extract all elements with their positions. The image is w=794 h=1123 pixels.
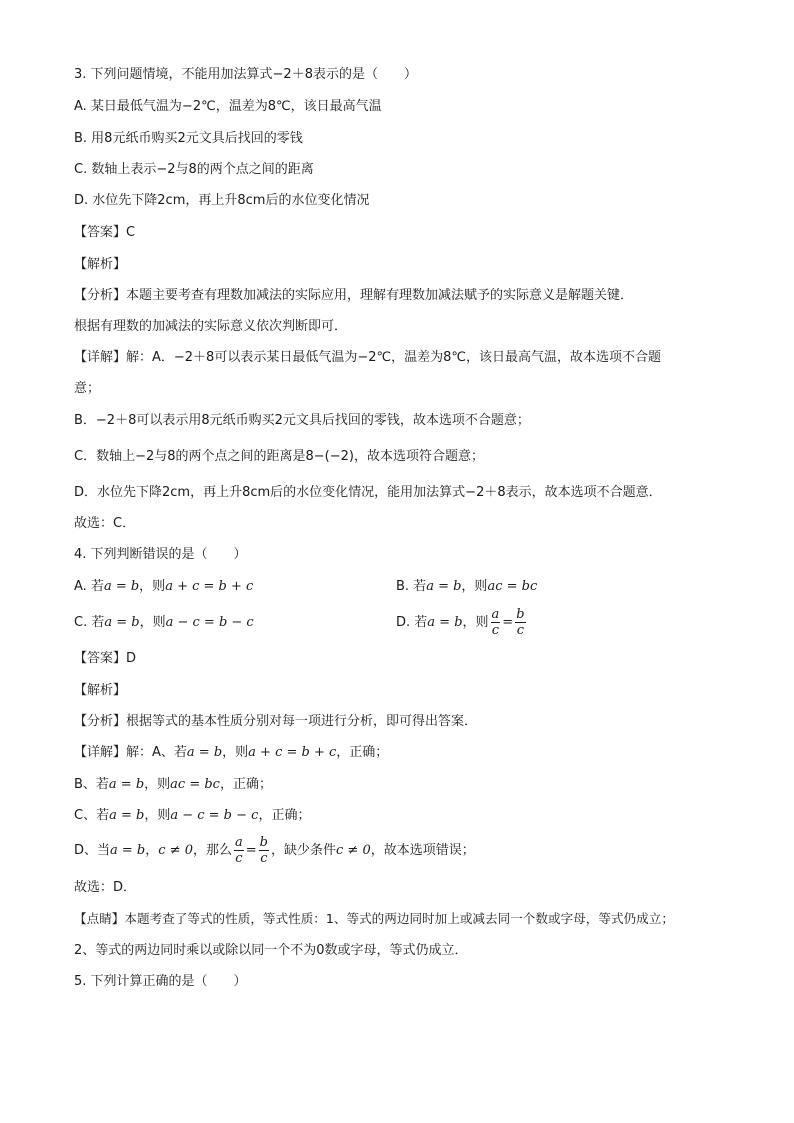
q4-option-c-conclusion: a − c = b − c: [165, 615, 254, 630]
q4-option-a-prefix: A. 若: [74, 579, 104, 594]
q4-detail-line1: 【详解】解：A、若a = b，则a + c = b + c，正确；: [74, 745, 389, 760]
q4-option-a-conclusion: a + c = b + c: [165, 579, 254, 594]
q5-stem: 5. 下列计算正确的是（ ）: [74, 974, 247, 989]
q3-option-c: C. 数轴上表示−2与8的两个点之间的距离: [74, 162, 314, 177]
q3-fenxi-line2: 根据有理数的加减法的实际意义依次判断即可．: [74, 319, 348, 334]
q4-answer: 【答案】D: [74, 651, 137, 666]
q4-option-b-then: ，则: [461, 579, 488, 594]
q4-option-d-fraction-left: $\frac{a}{c}$: [491, 607, 500, 638]
q3-conclusion: 故选：C．: [74, 516, 136, 531]
q4-option-b-prefix: B. 若: [396, 579, 427, 594]
q3-stem: 3. 下列问题情境，不能用加法算式−2＋8表示的是（ ）: [74, 67, 417, 82]
q4-option-b: [396, 578, 537, 596]
q4-option-d-prefix: D. 若: [396, 615, 428, 630]
q4-option-a-then: ，则: [139, 579, 166, 594]
q4-stem: 4. 下列判断错误的是（ ）: [74, 547, 247, 562]
q4-detail-line2: B、若a = b，则ac = bc，正确；: [74, 777, 272, 792]
q4-option-c: [74, 614, 254, 632]
q4-option-b-condition: a = b: [426, 579, 462, 594]
q3-detail-line1: 【详解】解：A．−2＋8可以表示某日最低气温为−2℃，温差为8℃，该日最高气温，故本选项不合题: [74, 350, 661, 365]
q4-option-c-then: ，则: [139, 615, 166, 630]
q4-option-d-equals: =: [502, 615, 514, 630]
q4-option-d-fraction-right: $\frac{b}{c}$: [516, 607, 525, 638]
q4-fenxi: 【分析】根据等式的基本性质分别对每一项进行分析，即可得出答案．: [74, 714, 478, 729]
q4-option-c-condition: a = b: [104, 615, 140, 630]
q4-option-d-condition: a = b: [427, 615, 463, 630]
q4-conclusion: 故选：D．: [74, 880, 137, 895]
q3-analysis-label: 【解析】: [74, 257, 127, 272]
q3-option-d: D. 水位先下降2cm，再上升8cm后的水位变化情况: [74, 193, 370, 208]
q4-detail-fraction-right: $\frac{b}{c}$: [259, 835, 268, 866]
q4-option-a-condition: a = b: [103, 579, 140, 594]
q3-detail-line1b: 意；: [74, 381, 101, 396]
q4-dianjing-line2: 2、等式的两边同时乘以或除以同一个不为0数或字母，等式仍成立．: [74, 943, 468, 958]
q3-detail-line4: D．水位先下降2cm，再上升8cm后的水位变化情况，能用加法算式−2＋8表示，故本选项不合题意．: [74, 485, 662, 500]
q4-option-a: [74, 578, 253, 596]
q4-analysis-label: 【解析】: [74, 683, 127, 698]
q4-option-c-prefix: C. 若: [74, 615, 105, 630]
q4-detail-line3: C、若a = b，则a − c = b − c，正确；: [74, 808, 311, 823]
q4-option-d-then: ，则: [462, 615, 489, 630]
q4-dianjing-line1: 【点睛】本题考查了等式的性质，等式性质：1、等式的两边同时加上或减去同一个数或字母，等式仍成立；: [74, 911, 674, 926]
q3-option-b: B. 用8元纸币购买2元文具后找回的零钱: [74, 131, 303, 146]
q3-fenxi-line1: 【分析】本题主要考查有理数加减法的实际应用，理解有理数加减法赋予的实际意义是解题关键．: [74, 288, 634, 303]
q4-option-b-conclusion: ac = bc: [487, 579, 538, 594]
q4-option-d: [396, 606, 528, 640]
q4-detail-fraction-left: $\frac{a}{c}$: [235, 835, 243, 866]
q3-detail-line2: B．−2＋8可以表示用8元纸币购买2元文具后找回的零钱，故本选项不合题意；: [74, 413, 530, 428]
q4-detail-line4: D、当a = b，c ≠ 0，那么 $\frac{a}{c}$ = $\frac{b}{c}$ ，缺少条件c ≠ 0，故本选项错误；: [74, 835, 475, 866]
q3-option-a: A. 某日最低气温为−2℃，温差为8℃，该日最高气温: [74, 99, 382, 114]
q3-answer: 【答案】C: [74, 225, 136, 240]
q3-detail-line3: C．数轴上−2与8的两个点之间的距离是8−(−2)，故本选项符合题意；: [74, 449, 484, 464]
